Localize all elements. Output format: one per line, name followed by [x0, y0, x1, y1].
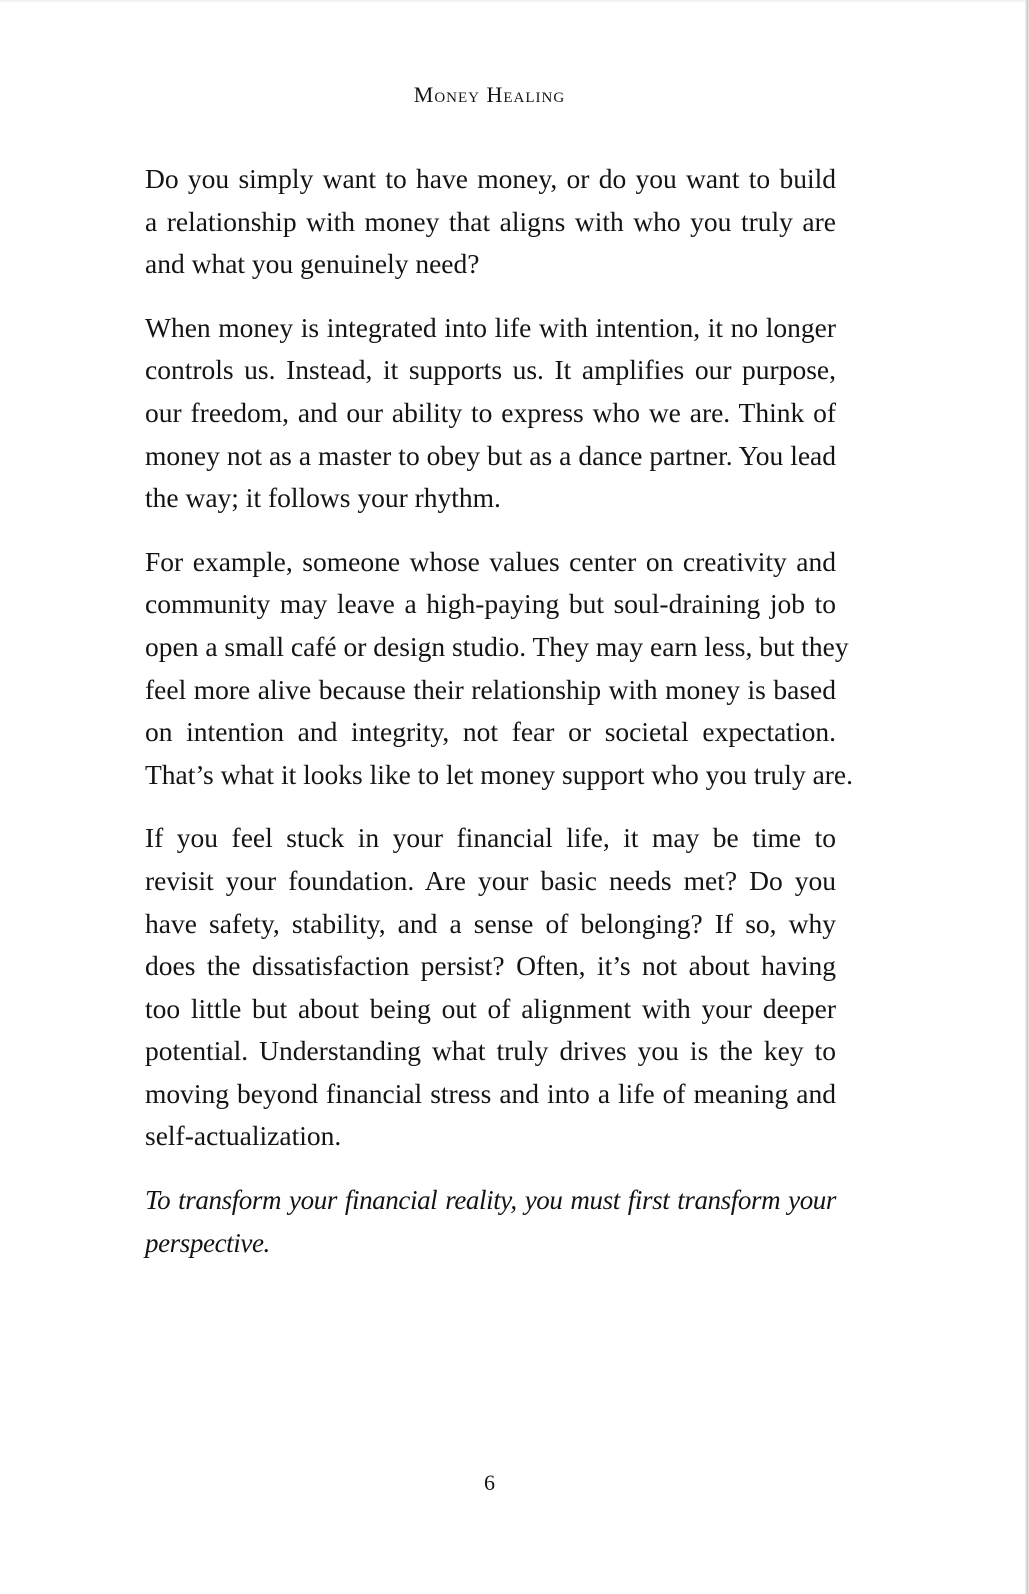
- paragraph-2: [145, 307, 836, 520]
- page-top-edge: [0, 0, 1029, 2]
- text-line: and what you genuinely need?: [145, 248, 480, 280]
- body-text: [145, 158, 854, 1285]
- closing-italic-statement: [145, 1179, 836, 1264]
- text-line: potential. Understanding what truly drives you is the key to: [145, 1035, 836, 1067]
- text-line: too little but about being out of alignment with your deeper: [145, 992, 836, 1024]
- text-line: our freedom, and our ability to express who we are. Think of: [145, 396, 836, 428]
- paragraph-4: [145, 817, 836, 1158]
- text-line: controls us. Instead, it supports us. It amplifies our purpose,: [145, 354, 836, 386]
- text-line: the way; it follows your rhythm.: [145, 482, 501, 514]
- text-line: have safety, stability, and a sense of belonging? If so, why: [145, 907, 836, 939]
- text-line: To transform your financial reality, you must first transform your: [145, 1185, 836, 1216]
- running-head: Money Healing: [413, 82, 566, 107]
- text-line: When money is integrated into life with intention, it no longer: [145, 311, 836, 343]
- text-line: feel more alive because their relationship with money is based: [145, 673, 836, 705]
- text-line: That’s what it looks like to let money support who you truly are.: [145, 758, 854, 790]
- text-line: a relationship with money that aligns with who you truly are: [145, 205, 836, 237]
- text-line: revisit your foundation. Are your basic needs met? Do you: [145, 864, 836, 896]
- text-line: money not as a master to obey but as a dance partner. You lead: [145, 439, 836, 471]
- paragraph-1: [145, 158, 836, 286]
- page-number: 6: [484, 1470, 495, 1495]
- text-line: If you feel stuck in your financial life, it may be time to: [145, 822, 836, 854]
- text-line: open a small café or design studio. They may earn less, but they: [145, 630, 849, 662]
- text-line: Do you simply want to have money, or do you want to build: [145, 163, 836, 194]
- text-line: moving beyond financial stress and into a life of meaning and: [145, 1077, 836, 1109]
- text-line: self-actualization.: [145, 1120, 342, 1152]
- text-line: does the dissatisfaction persist? Often, it’s not about having: [145, 950, 836, 982]
- text-line: For example, someone whose values center on creativity and: [145, 545, 836, 577]
- text-line: perspective.: [145, 1227, 270, 1258]
- text-line: community may leave a high-paying but soul-draining job to: [145, 588, 836, 620]
- paragraph-3: [145, 541, 854, 797]
- page-right-edge-shadow: [1025, 0, 1029, 1594]
- text-line: on intention and integrity, not fear or societal expectation.: [145, 716, 836, 748]
